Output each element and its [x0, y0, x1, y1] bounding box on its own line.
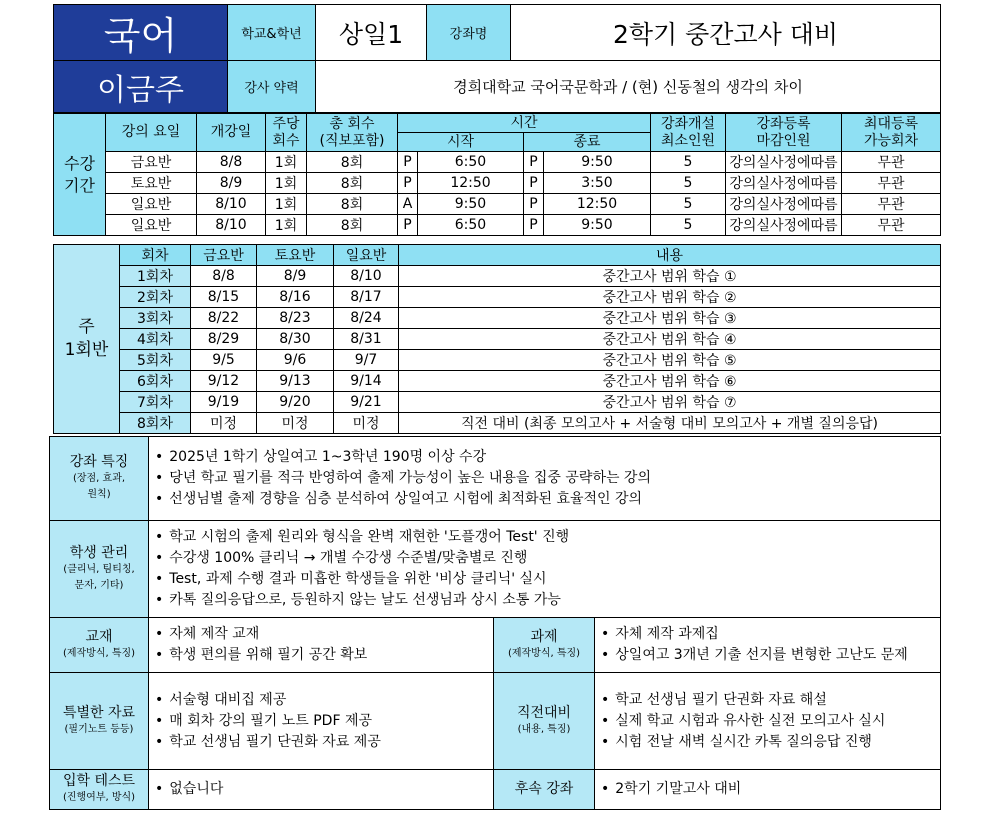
entrance-test-sub: (진행여부, 방식) — [62, 792, 136, 803]
row-weekly: 1회 — [266, 194, 307, 215]
student-mgmt-title: 학생 관리 — [69, 544, 129, 561]
row-min: 5 — [651, 173, 726, 194]
row-open: 8/9 — [197, 173, 266, 194]
textbook-sub: (제작방식, 특징) — [62, 647, 136, 659]
col-start: 시작 — [398, 133, 524, 152]
col-weekly-text: 주당 회수 — [272, 115, 300, 149]
row-end: 9:50 — [544, 215, 651, 236]
row-content: 직전 대비 (최종 모의고사 + 서술형 대비 모의고사 + 개별 질의응답) — [399, 413, 941, 434]
row-max: 무관 — [842, 152, 941, 173]
entrance-test-content — [149, 770, 494, 810]
student-mgmt-content — [149, 521, 941, 618]
col-open: 개강일 — [197, 114, 266, 152]
list-item: • 2학기 기말고사 대비 — [601, 779, 934, 800]
col-min-text: 강좌개설 최소인원 — [660, 115, 716, 149]
row-start: 6:50 — [418, 215, 524, 236]
school-value: 상일1 — [316, 5, 427, 61]
homework-title: 과제 — [530, 628, 558, 645]
row-min: 5 — [651, 194, 726, 215]
textbook-list — [155, 624, 487, 666]
list-item: • Test, 과제 수행 결과 미흡한 학생들을 위한 '비상 클리닉' 실시 — [155, 569, 934, 590]
col-time: 시간 — [398, 114, 651, 133]
row-content: 중간고사 범위 학습 ① — [399, 266, 941, 287]
followup-label — [494, 770, 595, 810]
row-sat: 8/30 — [257, 329, 334, 350]
row-round: 6회차 — [120, 371, 191, 392]
profile-label: 강사 약력 — [228, 61, 316, 113]
list-item: • 상일여고 3개년 기출 선지를 변형한 고난도 문제 — [601, 645, 934, 666]
row-fri: 9/12 — [191, 371, 257, 392]
row-content: 중간고사 범위 학습 ④ — [399, 329, 941, 350]
row-sat: 미정 — [257, 413, 334, 434]
weekly-side-text: 주 1회반 — [64, 317, 109, 360]
list-item: • 학교 선생님 필기 단권화 자료 해설 — [601, 690, 934, 711]
list-item: • 2025년 1학기 상일여고 1~3학년 190명 이상 수강 — [155, 447, 934, 468]
weekly-side-label — [54, 245, 120, 434]
row-sat: 8/16 — [257, 287, 334, 308]
weekly-row — [54, 392, 941, 413]
row-sun: 8/31 — [334, 329, 399, 350]
list-item: • 서술형 대비집 제공 — [155, 690, 487, 711]
row-start-ampm: P — [398, 173, 418, 194]
list-item: • 학교 시험의 출제 원리와 형식을 완벽 재현한 '도플갱어 Test' 진행 — [155, 527, 934, 548]
student-mgmt-label — [50, 521, 149, 618]
row-total: 8회 — [307, 173, 398, 194]
row-sat: 9/20 — [257, 392, 334, 413]
course-feature-list — [155, 447, 934, 510]
textbook-label — [50, 618, 149, 673]
weekly-row — [54, 308, 941, 329]
row-end-ampm: P — [524, 173, 544, 194]
row-sun: 미정 — [334, 413, 399, 434]
row-fri: 9/19 — [191, 392, 257, 413]
col-sun: 일요반 — [334, 245, 399, 266]
weekly-row — [54, 350, 941, 371]
followup-list — [601, 779, 934, 800]
row-start-ampm: A — [398, 194, 418, 215]
final-prep-label — [494, 673, 595, 770]
list-item: • 수강생 100% 클리닉 → 개별 수강생 수준별/맞춤별로 진행 — [155, 548, 934, 569]
course-feature-label — [50, 437, 149, 521]
row-end: 3:50 — [544, 173, 651, 194]
weekly-row — [54, 287, 941, 308]
col-deadline — [726, 114, 842, 152]
row-sat: 8/9 — [257, 266, 334, 287]
row-deadline: 강의실사정에따름 — [726, 173, 842, 194]
list-item: • 없습니다 — [155, 779, 487, 800]
list-item: • 자체 제작 교재 — [155, 624, 487, 645]
student-mgmt-sub1: (클리닉, 팀티칭, — [63, 563, 135, 575]
list-item: • 자체 제작 과제집 — [601, 624, 934, 645]
row-weekly: 1회 — [266, 215, 307, 236]
col-total — [307, 114, 398, 152]
course-label: 강좌명 — [427, 5, 511, 61]
col-max-text: 최대등록 가능회차 — [863, 115, 919, 149]
special-material-sub: (필기노트 등등) — [64, 723, 134, 735]
col-total-text: 총 회수 (직보포함) — [319, 115, 385, 149]
features-table — [49, 436, 941, 810]
row-start-ampm: P — [398, 215, 418, 236]
header-table — [53, 4, 941, 113]
col-sat: 토요반 — [257, 245, 334, 266]
row-total: 8회 — [307, 194, 398, 215]
course-feature-sub1: (장점, 효과, — [72, 473, 126, 484]
list-item: • 학생 편의를 위해 필기 공간 확보 — [155, 645, 487, 666]
row-deadline: 강의실사정에따름 — [726, 215, 842, 236]
row-deadline: 강의실사정에따름 — [726, 152, 842, 173]
row-min: 5 — [651, 152, 726, 173]
entrance-test-label — [50, 770, 149, 810]
weekly-table — [53, 244, 941, 434]
row-sun: 8/10 — [334, 266, 399, 287]
schedule-table — [53, 113, 941, 236]
row-end: 9:50 — [544, 152, 651, 173]
schedule-row — [54, 173, 941, 194]
row-content: 중간고사 범위 학습 ⑦ — [399, 392, 941, 413]
row-fri: 미정 — [191, 413, 257, 434]
course-value: 2학기 중간고사 대비 — [511, 5, 941, 61]
row-open: 8/8 — [197, 152, 266, 173]
row-end-ampm: P — [524, 215, 544, 236]
teacher-name: 이금주 — [54, 61, 228, 113]
row-start: 6:50 — [418, 152, 524, 173]
row-sun: 9/7 — [334, 350, 399, 371]
col-weekly — [266, 114, 307, 152]
row-weekly: 1회 — [266, 173, 307, 194]
row-sun: 9/21 — [334, 392, 399, 413]
final-prep-list — [601, 690, 934, 753]
student-mgmt-sub2: 문자, 기타) — [74, 579, 124, 591]
row-fri: 9/5 — [191, 350, 257, 371]
col-fri: 금요반 — [191, 245, 257, 266]
list-item: • 실제 학교 시험과 유사한 실전 모의고사 실시 — [601, 711, 934, 732]
col-end: 종료 — [524, 133, 651, 152]
special-material-list — [155, 690, 487, 753]
row-round: 7회차 — [120, 392, 191, 413]
row-content: 중간고사 범위 학습 ③ — [399, 308, 941, 329]
row-weekly: 1회 — [266, 152, 307, 173]
row-end: 12:50 — [544, 194, 651, 215]
homework-content — [595, 618, 941, 673]
list-item: • 학교 선생님 필기 단권화 자료 제공 — [155, 732, 487, 753]
schedule-side-text: 수강 기간 — [64, 153, 95, 195]
row-round: 3회차 — [120, 308, 191, 329]
row-open: 8/10 — [197, 194, 266, 215]
row-day: 일요반 — [106, 215, 197, 236]
col-content: 내용 — [399, 245, 941, 266]
special-material-content — [149, 673, 494, 770]
col-day: 강의 요일 — [106, 114, 197, 152]
row-total: 8회 — [307, 152, 398, 173]
row-round: 4회차 — [120, 329, 191, 350]
row-fri: 8/29 — [191, 329, 257, 350]
row-sun: 8/17 — [334, 287, 399, 308]
row-sun: 8/24 — [334, 308, 399, 329]
col-round: 회차 — [120, 245, 191, 266]
special-material-label — [50, 673, 149, 770]
homework-sub: (제작방식, 특징) — [507, 647, 581, 659]
final-prep-content — [595, 673, 941, 770]
col-deadline-text: 강좌등록 마감인원 — [756, 115, 811, 149]
list-item: • 선생님별 출제 경향을 심층 분석하여 상일여고 시험에 최적화된 효율적인 강의 — [155, 489, 934, 510]
profile-value: 경희대학교 국어국문학과 / (현) 신동철의 생각의 차이 — [316, 61, 941, 113]
row-max: 무관 — [842, 173, 941, 194]
textbook-title: 교재 — [85, 628, 113, 645]
student-mgmt-list — [155, 527, 934, 611]
school-label: 학교&학년 — [228, 5, 316, 61]
col-max — [842, 114, 941, 152]
entrance-test-list — [155, 779, 487, 800]
row-round: 2회차 — [120, 287, 191, 308]
row-end-ampm: P — [524, 152, 544, 173]
weekly-row — [54, 266, 941, 287]
row-sat: 8/23 — [257, 308, 334, 329]
row-day: 금요반 — [106, 152, 197, 173]
row-min: 5 — [651, 215, 726, 236]
list-item: • 당년 학교 필기를 적극 반영하여 출제 가능성이 높은 내용을 집중 공략하는 강의 — [155, 468, 934, 489]
row-max: 무관 — [842, 215, 941, 236]
followup-content — [595, 770, 941, 810]
final-prep-sub: (내용, 특징) — [517, 723, 571, 735]
schedule-row — [54, 194, 941, 215]
weekly-row — [54, 329, 941, 350]
final-prep-title: 직전대비 — [516, 704, 572, 721]
subject-title: 국어 — [54, 5, 228, 61]
row-start: 12:50 — [418, 173, 524, 194]
list-item: • 시험 전날 새벽 실시간 카톡 질의응답 진행 — [601, 732, 934, 753]
homework-label — [494, 618, 595, 673]
list-item: • 매 회차 강의 필기 노트 PDF 제공 — [155, 711, 487, 732]
row-start-ampm: P — [398, 152, 418, 173]
row-round: 5회차 — [120, 350, 191, 371]
course-feature-title: 강좌 특징 — [69, 454, 129, 470]
row-day: 일요반 — [106, 194, 197, 215]
followup-title: 후속 강좌 — [514, 781, 574, 797]
row-sat: 9/6 — [257, 350, 334, 371]
row-content: 중간고사 범위 학습 ⑥ — [399, 371, 941, 392]
row-open: 8/10 — [197, 215, 266, 236]
row-end-ampm: P — [524, 194, 544, 215]
row-total: 8회 — [307, 215, 398, 236]
course-feature-sub2: 원칙) — [87, 489, 111, 500]
row-round: 8회차 — [120, 413, 191, 434]
weekly-row — [54, 371, 941, 392]
weekly-row — [54, 413, 941, 434]
row-content: 중간고사 범위 학습 ⑤ — [399, 350, 941, 371]
homework-list — [601, 624, 934, 666]
textbook-content — [149, 618, 494, 673]
schedule-row — [54, 152, 941, 173]
special-material-title: 특별한 자료 — [62, 704, 136, 721]
row-content: 중간고사 범위 학습 ② — [399, 287, 941, 308]
row-day: 토요반 — [106, 173, 197, 194]
row-deadline: 강의실사정에따름 — [726, 194, 842, 215]
course-feature-content — [149, 437, 941, 521]
row-round: 1회차 — [120, 266, 191, 287]
row-sun: 9/14 — [334, 371, 399, 392]
row-fri: 8/8 — [191, 266, 257, 287]
schedule-side-label — [54, 114, 106, 236]
list-item: • 카톡 질의응답으로, 등원하지 않는 날도 선생님과 상시 소통 가능 — [155, 590, 934, 611]
col-min — [651, 114, 726, 152]
entrance-test-title: 입학 테스트 — [62, 773, 136, 789]
row-start: 9:50 — [418, 194, 524, 215]
row-max: 무관 — [842, 194, 941, 215]
row-fri: 8/15 — [191, 287, 257, 308]
row-fri: 8/22 — [191, 308, 257, 329]
schedule-row — [54, 215, 941, 236]
row-sat: 9/13 — [257, 371, 334, 392]
